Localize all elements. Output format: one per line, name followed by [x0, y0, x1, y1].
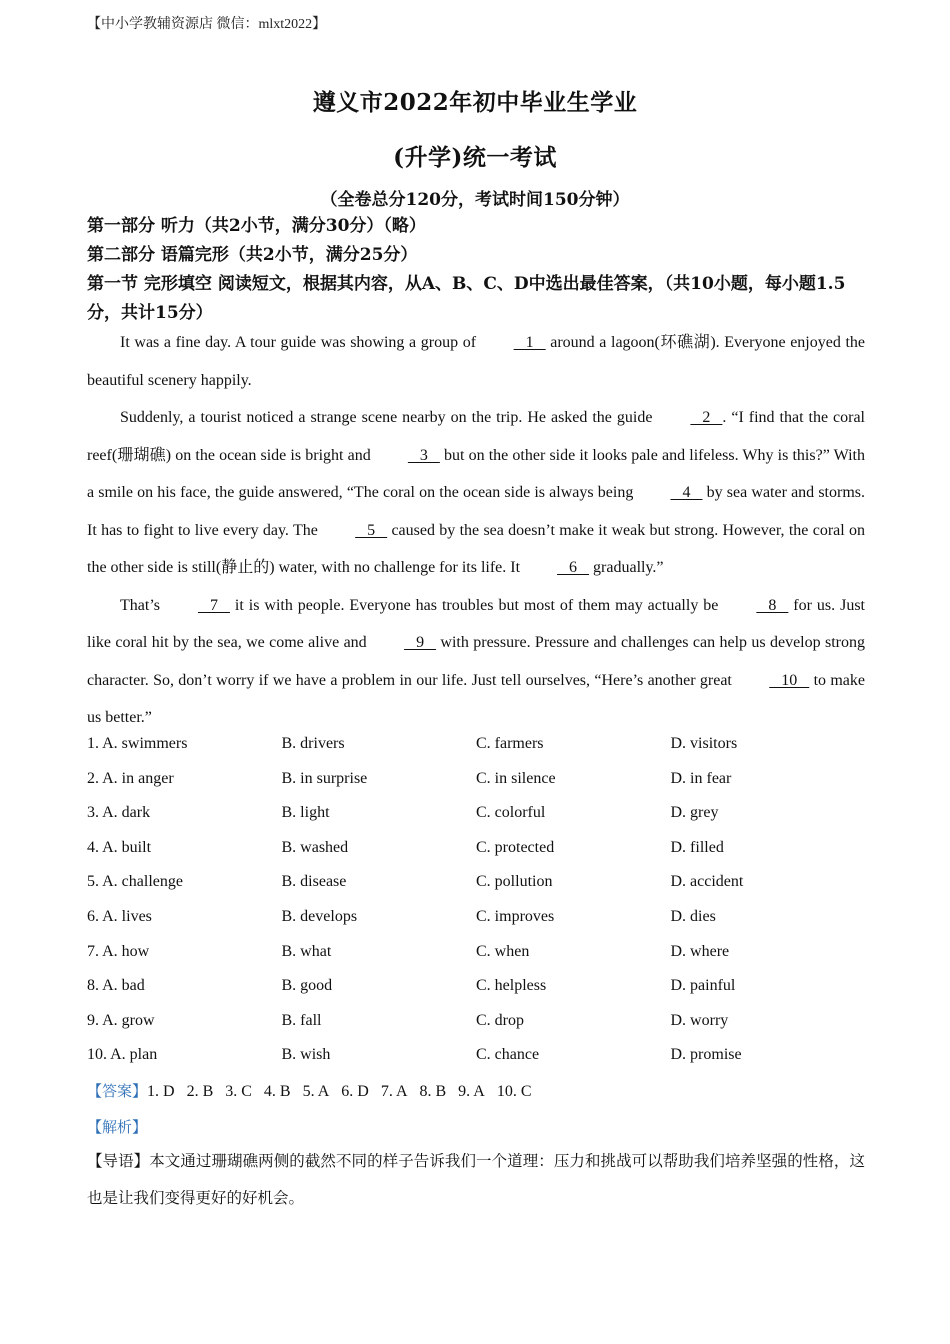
- option-cell: 8. A. bad: [87, 977, 145, 995]
- option-cell: D. accident: [670, 873, 744, 891]
- option-cell: C. improves: [476, 907, 555, 925]
- passage-text: for us. Just like coral hit by the sea, we come alive and: [87, 596, 865, 651]
- option-cell: B. what: [281, 942, 332, 960]
- option-cell: C. colorful: [476, 804, 546, 822]
- option-cell: B. drivers: [281, 735, 345, 752]
- option-row: [87, 1004, 867, 1039]
- option-cell: C. protected: [476, 838, 555, 856]
- option-row: [87, 969, 867, 1004]
- option-cell: C. in silence: [476, 769, 556, 787]
- cloze-passage: [87, 324, 865, 737]
- option-cell: D. promise: [670, 1046, 742, 1064]
- answer-key: 6. D: [341, 1083, 369, 1100]
- option-cell: 4. A. built: [87, 838, 152, 856]
- passage-text: but on the other side it looks pale and lifeless. Why is this?” With a smile on his face, the guide answered, “The coral on the ocean side is always being: [87, 446, 866, 501]
- option-row: [87, 727, 867, 762]
- option-cell: C. farmers: [476, 735, 544, 752]
- passage-text: gradually.”: [589, 559, 664, 576]
- option-cell: D. where: [670, 942, 730, 960]
- option-row: [87, 762, 867, 797]
- option-cell: 10. A. plan: [87, 1046, 158, 1064]
- blank-10: 10: [769, 671, 810, 689]
- answer-key: 5. A: [302, 1083, 330, 1100]
- option-cell: C. when: [476, 942, 530, 960]
- passage-text: to make us better.”: [87, 671, 866, 726]
- answer-key: 2. B: [186, 1083, 214, 1100]
- option-cell: B. good: [281, 977, 333, 995]
- blank-5: 5: [355, 521, 388, 539]
- blank-6: 6: [557, 559, 590, 576]
- option-cell: D. in fear: [670, 769, 732, 787]
- answer-key: 3. C: [225, 1083, 252, 1100]
- option-cell: 2. A. in anger: [87, 769, 174, 787]
- answer-key: 7. A: [380, 1083, 408, 1100]
- blank-8: 8: [756, 596, 789, 614]
- option-cell: C. drop: [476, 1011, 524, 1029]
- option-row: [87, 865, 867, 900]
- exam-title-line2: (升学)统一考试: [393, 144, 557, 171]
- watermark-header: 【中小学教辅资源店 微信：mlxt2022】: [87, 17, 327, 32]
- option-cell: 3. A. dark: [87, 804, 151, 822]
- passage-text: That’s: [120, 596, 165, 614]
- option-cell: 5. A. challenge: [87, 873, 183, 891]
- blank-3: 3: [407, 446, 440, 464]
- exam-subtitle: （全卷总分120分，考试时间150分钟）: [320, 190, 630, 210]
- passage-text: caused by the sea doesn’t make it weak but strong. However, the coral on the other side is still(静止的) water, with no challenge for its life. It: [87, 521, 865, 576]
- passage-paragraph-2: [87, 399, 865, 587]
- option-row: [87, 900, 867, 935]
- passage-text: by sea water and storms. It has to fight to live every day. The: [87, 484, 866, 539]
- option-cell: B. washed: [281, 838, 349, 856]
- answer-line: [87, 1074, 544, 1109]
- option-cell: 9. A. grow: [87, 1011, 155, 1029]
- answer-key: 4. B: [263, 1083, 291, 1100]
- option-cell: 6. A. lives: [87, 907, 152, 925]
- exam-title-line1: 遵义市2022年初中毕业生学业: [312, 89, 638, 116]
- section1-heading: 第一节 完形填空 阅读短文，根据其内容，从A、B、C、D中选出最佳答案，（共10小题，每小题1.5分，共计15分）: [87, 274, 846, 323]
- option-cell: D. visitors: [670, 735, 738, 752]
- option-cell: C. chance: [476, 1046, 540, 1064]
- option-cell: D. worry: [670, 1011, 729, 1029]
- option-row: [87, 1038, 867, 1073]
- answer-key: 8. B: [419, 1083, 447, 1100]
- answer-key: 10. C: [496, 1083, 532, 1100]
- answer-keys: [147, 1083, 544, 1100]
- passage-text: with pressure. Pressure and challenges can help us develop strong character. So, don’t worry if we have a problem in our life. Just tell ourselves, “Here’s another great: [87, 634, 866, 689]
- option-cell: C. helpless: [476, 977, 547, 995]
- guide-text: 本文通过珊瑚礁两侧的截然不同的样子告诉我们一个道理：压力和挑战可以帮助我们培养坚强的性格，这也是让我们变得更好的好机会。: [87, 1152, 865, 1207]
- option-cell: B. wish: [281, 1046, 331, 1064]
- options-table: [87, 727, 867, 1073]
- passage-text: around a lagoon(环礁湖). Everyone enjoyed the beautiful scenery happily.: [87, 334, 865, 389]
- passage-text: it is with people. Everyone has troubles but most of them may actually be: [229, 596, 724, 614]
- blank-4: 4: [670, 484, 703, 501]
- blank-1: 1: [513, 334, 546, 351]
- option-cell: B. develops: [281, 907, 358, 925]
- option-row: [87, 935, 867, 970]
- blank-7: 7: [197, 596, 230, 614]
- option-row: [87, 796, 867, 831]
- passage-text: . “I find that the coral reef(珊瑚礁) on the ocean side is bright and: [87, 409, 865, 464]
- passage-paragraph-1: [87, 324, 865, 399]
- guide-paragraph: [87, 1143, 865, 1217]
- passage-paragraph-3: [87, 587, 865, 737]
- analysis-label: 【解析】: [87, 1118, 148, 1136]
- option-cell: 7. A. how: [87, 942, 150, 960]
- passage-text: It was a fine day. A tour guide was showing a group of: [120, 334, 481, 351]
- option-cell: D. grey: [670, 804, 719, 822]
- blank-9: 9: [404, 634, 437, 651]
- guide-label: 【导语】: [87, 1152, 150, 1170]
- option-cell: C. pollution: [476, 873, 553, 891]
- answer-key: 9. A: [458, 1083, 485, 1100]
- option-cell: D. dies: [670, 907, 716, 925]
- option-cell: B. in surprise: [281, 769, 368, 787]
- blank-2: 2: [690, 409, 723, 426]
- part1-heading: 第一部分 听力（共2小节，满分30分）（略）: [87, 216, 426, 236]
- analysis-label-line: [87, 1110, 147, 1145]
- answer-label: 【答案】: [87, 1082, 148, 1100]
- option-cell: 1. A. swimmers: [87, 735, 188, 752]
- option-cell: B. disease: [281, 873, 347, 891]
- answer-key: 1. D: [147, 1083, 175, 1100]
- option-cell: D. painful: [670, 977, 736, 995]
- option-row: [87, 831, 867, 866]
- option-cell: D. filled: [670, 838, 724, 856]
- option-cell: B. fall: [281, 1011, 322, 1029]
- part2-heading: 第二部分 语篇完形（共2小节，满分25分）: [87, 245, 418, 265]
- option-cell: B. light: [281, 804, 330, 822]
- passage-text: Suddenly, a tourist noticed a strange scene nearby on the trip. He asked the guide: [120, 409, 658, 426]
